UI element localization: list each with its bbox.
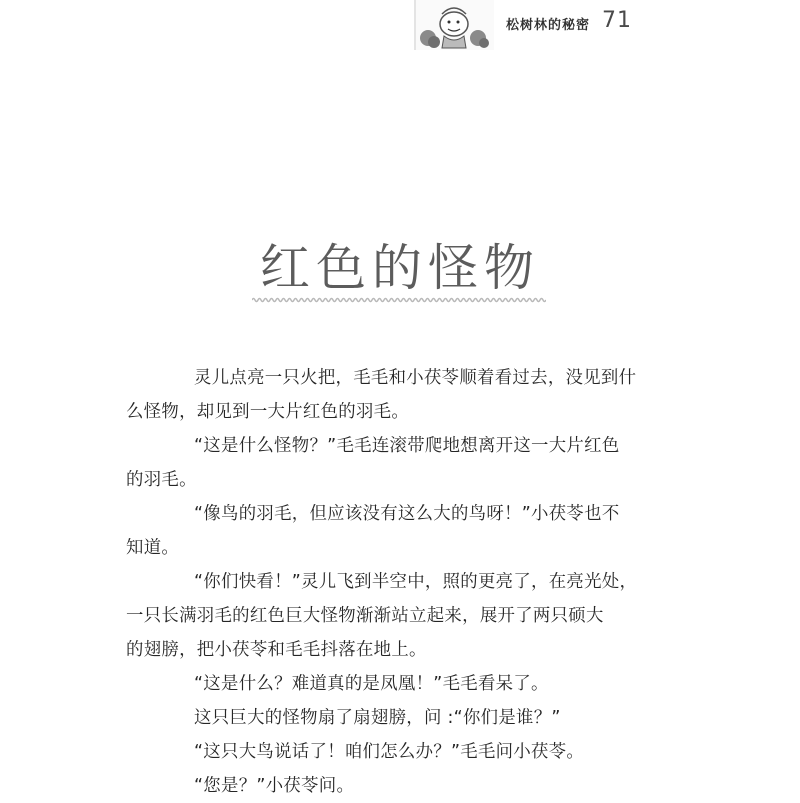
text-line: 一只长满羽毛的红色巨大怪物渐渐站立起来，展开了两只硕大 bbox=[126, 606, 604, 626]
paragraph bbox=[160, 667, 622, 701]
title-underline-wave bbox=[252, 294, 546, 306]
text-line: 知道。 bbox=[126, 538, 180, 558]
text-line: “您是？”小茯苓问。 bbox=[194, 776, 355, 796]
cartoon-character-illustration-icon bbox=[414, 0, 494, 50]
paragraph bbox=[160, 735, 622, 769]
page-header bbox=[414, 0, 634, 50]
paragraph bbox=[126, 429, 622, 497]
text-line: 这只巨大的怪物扇了扇翅膀，问 :“你们是谁？” bbox=[194, 708, 561, 728]
text-line: 灵儿点亮一只火把，毛毛和小茯苓顺着看过去，没见到什 bbox=[194, 368, 637, 388]
text-line: 么怪物，却见到一大片红色的羽毛。 bbox=[126, 402, 410, 422]
text-line: “你们快看！”灵儿飞到半空中，照的更亮了，在亮光处， bbox=[194, 572, 638, 592]
paragraph bbox=[126, 565, 638, 667]
text-line: 的翅膀，把小茯苓和毛毛抖落在地上。 bbox=[126, 640, 427, 660]
body-text bbox=[126, 361, 638, 803]
text-line: “这是什么怪物？”毛毛连滚带爬地想离开这一大片红色 bbox=[194, 436, 620, 456]
book-title: 松树林的秘密 bbox=[506, 18, 591, 33]
paragraph bbox=[126, 497, 622, 565]
paragraph bbox=[160, 769, 622, 803]
text-line: 的羽毛。 bbox=[126, 470, 197, 490]
text-line: “这只大鸟说话了！咱们怎么办？”毛毛问小茯苓。 bbox=[194, 742, 585, 762]
text-line: “这是什么？难道真的是凤凰！”毛毛看呆了。 bbox=[194, 674, 549, 694]
paragraph bbox=[126, 361, 637, 429]
text-line: “像鸟的羽毛，但应该没有这么大的鸟呀！”小茯苓也不 bbox=[194, 504, 620, 524]
page-number: 71 bbox=[602, 8, 632, 33]
paragraph bbox=[160, 701, 622, 735]
chapter-title: 红色的怪物 bbox=[260, 239, 540, 297]
